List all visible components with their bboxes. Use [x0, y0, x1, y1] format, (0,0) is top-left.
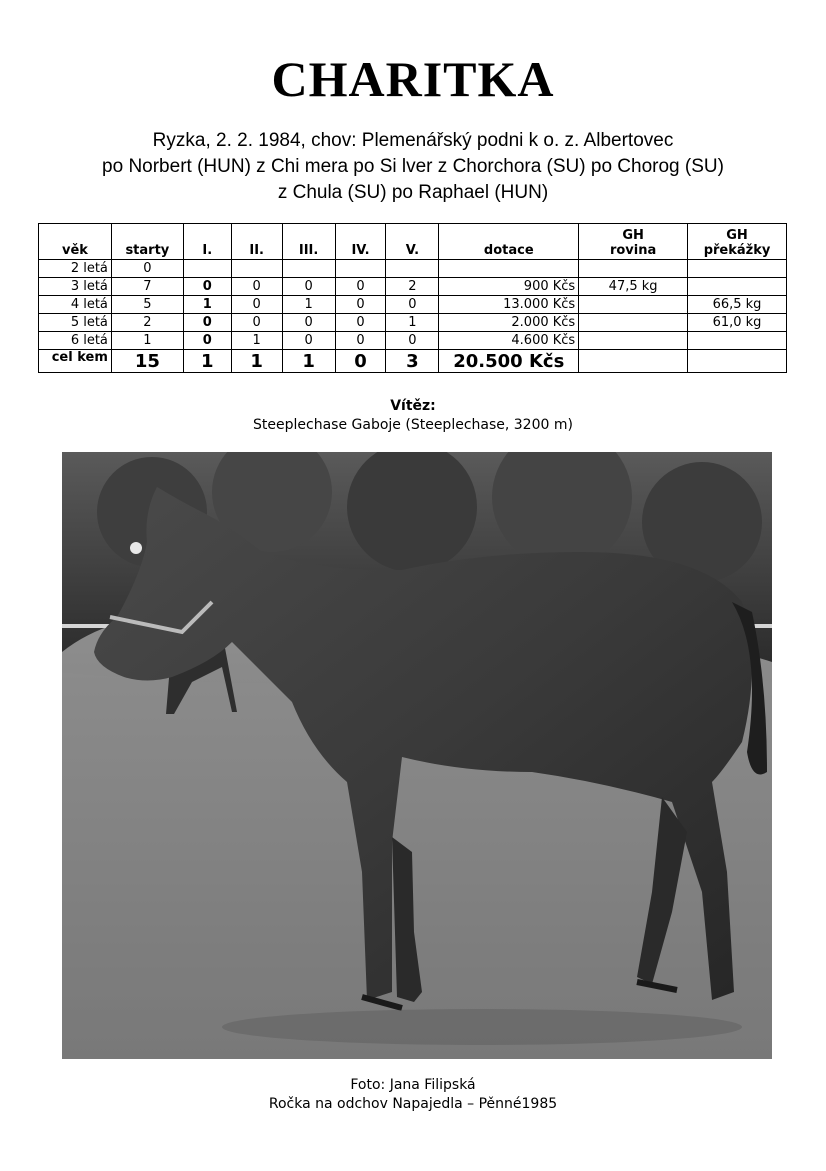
racing-stats-table	[38, 223, 787, 373]
table-cell: 13.000 Kčs	[439, 296, 579, 314]
table-cell: 4 letá	[39, 296, 112, 314]
col-header-fifth: V.	[386, 224, 439, 260]
table-cell: 7	[111, 278, 183, 296]
photo-credit: Foto: Jana Filipská	[350, 1077, 476, 1093]
table-row	[39, 296, 787, 314]
table-cell: 0	[335, 278, 386, 296]
pedigree-line-1: Ryzka, 2. 2. 1984, chov: Plemenářský podni k o. z. Albertovec	[152, 130, 674, 151]
table-cell: 1	[111, 332, 183, 350]
winner-heading: Vítěz:	[390, 398, 436, 414]
table-cell: 1	[282, 296, 335, 314]
total-cell	[579, 350, 688, 373]
table-cell	[386, 260, 439, 278]
table-cell: 0	[282, 332, 335, 350]
table-cell: 1	[183, 296, 231, 314]
table-cell	[579, 314, 688, 332]
table-cell	[282, 260, 335, 278]
total-cell: 20.500 Kčs	[439, 350, 579, 373]
table-cell: 1	[231, 332, 282, 350]
table-cell: 0	[335, 296, 386, 314]
table-cell	[688, 260, 787, 278]
table-cell	[335, 260, 386, 278]
table-cell: 0	[183, 314, 231, 332]
table-row	[39, 278, 787, 296]
table-cell	[231, 260, 282, 278]
table-cell: 0	[231, 296, 282, 314]
table-cell: 47,5 kg	[579, 278, 688, 296]
total-cell	[688, 350, 787, 373]
table-cell: 1	[386, 314, 439, 332]
table-cell: 0	[183, 278, 231, 296]
table-row	[39, 314, 787, 332]
table-cell: 0	[335, 314, 386, 332]
col-header-second: II.	[231, 224, 282, 260]
table-cell: 0	[231, 278, 282, 296]
table-cell: 2.000 Kčs	[439, 314, 579, 332]
table-cell: 61,0 kg	[688, 314, 787, 332]
table-row	[39, 260, 787, 278]
table-cell: 2	[386, 278, 439, 296]
table-cell	[579, 296, 688, 314]
table-cell	[183, 260, 231, 278]
table-cell: 0	[183, 332, 231, 350]
table-cell	[579, 332, 688, 350]
photo-caption	[0, 1076, 826, 1114]
pedigree-line-2: po Norbert (HUN) z Chi mera po Si lver z Chorchora (SU) po Chorog (SU)	[102, 156, 724, 177]
col-header-starts: starty	[111, 224, 183, 260]
photo-description: Ročka na odchov Napajedla – Pěnné1985	[268, 1096, 558, 1112]
col-header-fourth: IV.	[335, 224, 386, 260]
table-cell: 0	[335, 332, 386, 350]
total-cell: 1	[183, 350, 231, 373]
table-cell: 0	[282, 278, 335, 296]
col-header-age: věk	[39, 224, 112, 260]
total-cell: 15	[111, 350, 183, 373]
table-cell: 5	[111, 296, 183, 314]
table-cell	[688, 332, 787, 350]
table-header-row	[39, 224, 787, 260]
table-cell: 4.600 Kčs	[439, 332, 579, 350]
table-cell: 2 letá	[39, 260, 112, 278]
table-cell: 0	[282, 314, 335, 332]
total-cell: 0	[335, 350, 386, 373]
table-cell: 900 Kčs	[439, 278, 579, 296]
table-cell	[688, 278, 787, 296]
table-row	[39, 332, 787, 350]
col-header-third: III.	[282, 224, 335, 260]
col-header-prize-money: dotace	[439, 224, 579, 260]
pedigree-block	[0, 128, 826, 206]
total-cell: 3	[386, 350, 439, 373]
table-cell	[439, 260, 579, 278]
table-cell: 2	[111, 314, 183, 332]
total-cell: 1	[231, 350, 282, 373]
table-cell: 0	[386, 332, 439, 350]
winner-block	[0, 397, 826, 435]
table-cell	[579, 260, 688, 278]
horse-photo	[62, 452, 772, 1059]
winner-race: Steeplechase Gaboje (Steeplechase, 3200 m)	[253, 417, 573, 433]
col-header-first: I.	[183, 224, 231, 260]
table-cell: 3 letá	[39, 278, 112, 296]
horse-name-title: CHARITKA	[271, 51, 555, 107]
horse-photo-image	[62, 452, 772, 1059]
total-cell: cel kem	[39, 350, 112, 373]
table-cell: 0	[231, 314, 282, 332]
col-header-gh-flat: GH rovina	[579, 224, 688, 260]
pedigree-line-3: z Chula (SU) po Raphael (HUN)	[277, 182, 549, 203]
table-cell: 6 letá	[39, 332, 112, 350]
table-cell: 5 letá	[39, 314, 112, 332]
table-cell: 0	[111, 260, 183, 278]
table-total-row	[39, 350, 787, 373]
table-cell: 0	[386, 296, 439, 314]
total-cell: 1	[282, 350, 335, 373]
table-cell: 66,5 kg	[688, 296, 787, 314]
col-header-gh-jumps: GH překážky	[688, 224, 787, 260]
